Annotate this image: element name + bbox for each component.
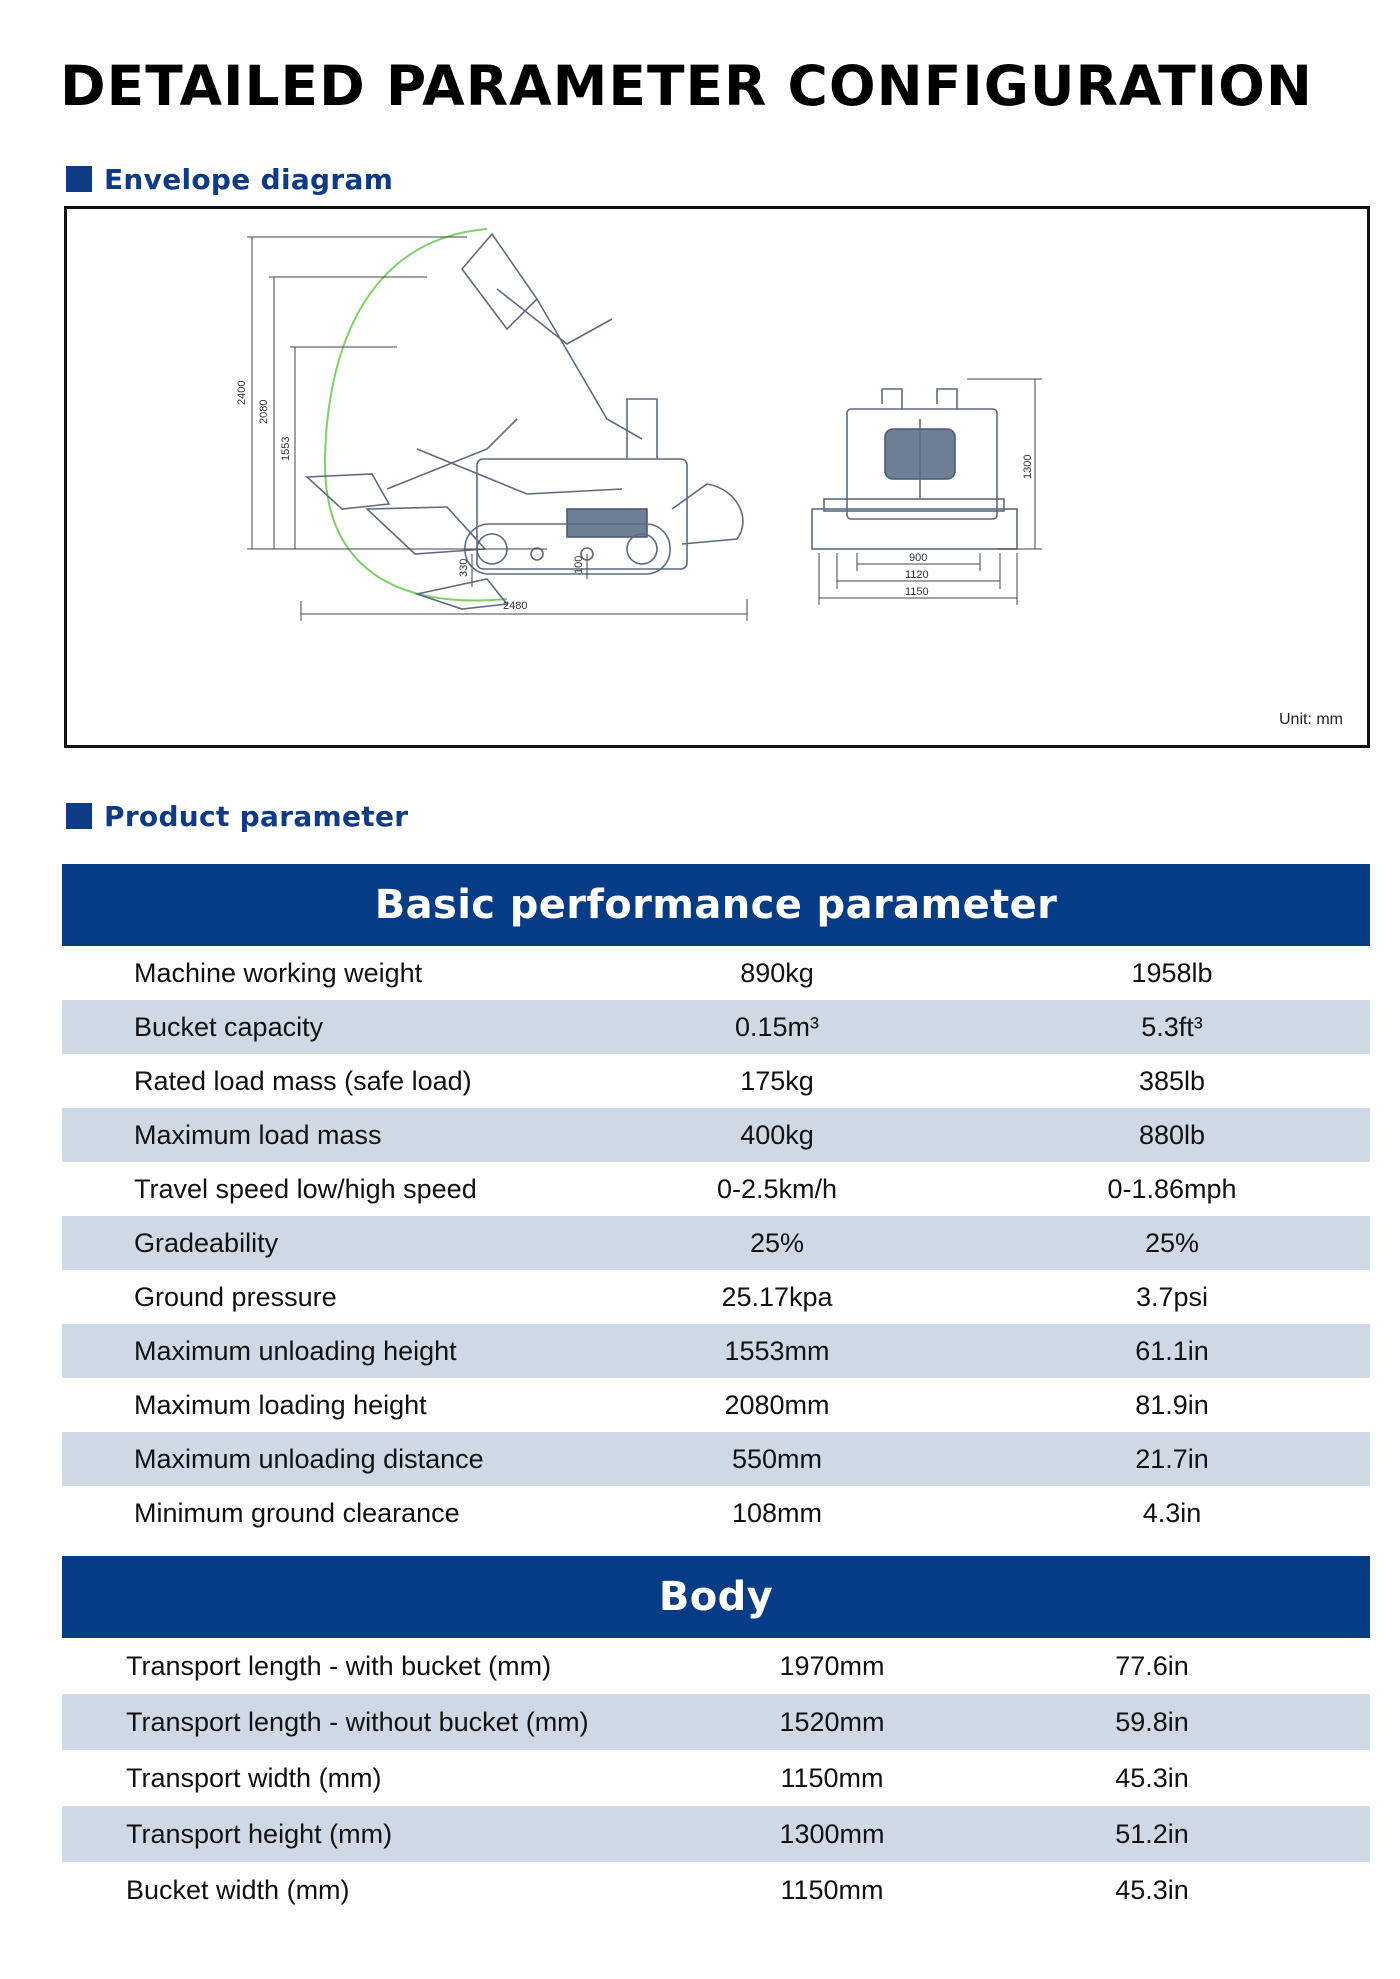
param-imperial-value: 880lb bbox=[1138, 1119, 1206, 1150]
raised-bucket bbox=[462, 234, 537, 329]
table-row bbox=[62, 1378, 1370, 1432]
param-name: Gradeability bbox=[134, 1227, 279, 1258]
table-row bbox=[62, 1862, 1370, 1918]
dim-1553: 1553 bbox=[280, 436, 292, 461]
product-heading bbox=[66, 799, 408, 833]
param-imperial-value: 5.3ft³ bbox=[1141, 1011, 1203, 1042]
dim-1120: 1120 bbox=[905, 569, 929, 581]
param-name: Maximum unloading height bbox=[134, 1335, 457, 1366]
basic-performance-table bbox=[62, 946, 1370, 1540]
param-name: Transport width (mm) bbox=[126, 1762, 382, 1793]
param-metric-value: 1300mm bbox=[779, 1818, 885, 1849]
param-name: Maximum unloading distance bbox=[134, 1443, 484, 1474]
param-metric-value: 0-2.5km/h bbox=[716, 1173, 838, 1204]
dim-1300: 1300 bbox=[1022, 454, 1034, 479]
param-imperial-value: 3.7psi bbox=[1135, 1281, 1209, 1312]
param-imperial-value: 45.3in bbox=[1115, 1874, 1189, 1905]
table-row bbox=[62, 1432, 1370, 1486]
rear-blade bbox=[672, 484, 743, 544]
front-view bbox=[812, 389, 1017, 549]
dim-330: 330 bbox=[458, 558, 470, 577]
dim-1150: 1150 bbox=[905, 586, 929, 598]
param-name: Bucket capacity bbox=[134, 1011, 324, 1042]
param-name: Machine working weight bbox=[134, 957, 423, 988]
table-row bbox=[62, 1638, 1370, 1694]
basic-performance-header: Basic performance parameter bbox=[62, 864, 1370, 946]
dim-2400: 2400 bbox=[236, 380, 248, 405]
param-metric-value: 0.15m³ bbox=[734, 1011, 820, 1042]
param-imperial-value: 45.3in bbox=[1115, 1762, 1189, 1793]
envelope-diagram bbox=[64, 206, 1370, 748]
param-name: Bucket width (mm) bbox=[126, 1874, 350, 1905]
param-metric-value: 25.17kpa bbox=[721, 1281, 833, 1312]
param-name: Maximum loading height bbox=[134, 1389, 427, 1420]
param-metric-value: 400kg bbox=[740, 1119, 814, 1150]
param-imperial-value: 4.3in bbox=[1142, 1497, 1202, 1528]
param-metric-value: 890kg bbox=[740, 957, 814, 988]
param-name: Travel speed low/high speed bbox=[134, 1173, 477, 1204]
dim-2480: 2480 bbox=[503, 600, 528, 612]
unit-label: Unit: mm bbox=[1279, 711, 1343, 728]
table-row bbox=[62, 946, 1370, 1000]
product-heading-label: Product parameter bbox=[104, 799, 409, 833]
param-name: Minimum ground clearance bbox=[134, 1497, 460, 1528]
table-row bbox=[62, 1216, 1370, 1270]
body-header: Body bbox=[62, 1556, 1370, 1638]
dim-2080: 2080 bbox=[258, 399, 270, 424]
param-name: Transport height (mm) bbox=[126, 1818, 393, 1849]
param-metric-value: 108mm bbox=[731, 1497, 823, 1528]
envelope-diagram-drawing bbox=[67, 209, 1367, 745]
table-row bbox=[62, 1324, 1370, 1378]
param-metric-value: 1520mm bbox=[779, 1706, 885, 1737]
param-imperial-value: 77.6in bbox=[1115, 1650, 1189, 1681]
low-bucket bbox=[367, 507, 485, 554]
param-imperial-value: 61.1in bbox=[1135, 1335, 1209, 1366]
param-metric-value: 25% bbox=[749, 1227, 805, 1258]
param-name: Transport length - without bucket (mm) bbox=[126, 1706, 589, 1737]
param-imperial-value: 25% bbox=[1144, 1227, 1200, 1258]
param-metric-value: 1553mm bbox=[724, 1335, 830, 1366]
param-imperial-value: 59.8in bbox=[1115, 1706, 1189, 1737]
param-name: Rated load mass (safe load) bbox=[134, 1065, 472, 1096]
param-metric-value: 550mm bbox=[731, 1443, 823, 1474]
mid-bucket bbox=[307, 474, 389, 509]
table-row bbox=[62, 1054, 1370, 1108]
param-name: Maximum load mass bbox=[134, 1119, 382, 1150]
table-row bbox=[62, 1162, 1370, 1216]
param-imperial-value: 1958lb bbox=[1131, 957, 1213, 988]
heading-square-icon bbox=[66, 803, 92, 829]
page-title: DETAILED PARAMETER CONFIGURATION bbox=[60, 54, 1313, 118]
body-table bbox=[62, 1638, 1370, 1918]
param-imperial-value: 385lb bbox=[1138, 1065, 1206, 1096]
table-row bbox=[62, 1806, 1370, 1862]
param-name: Ground pressure bbox=[134, 1281, 337, 1312]
envelope-heading bbox=[66, 162, 393, 196]
dim-900: 900 bbox=[909, 552, 928, 564]
table-row bbox=[62, 1694, 1370, 1750]
param-metric-value: 1150mm bbox=[780, 1874, 884, 1905]
param-imperial-value: 51.2in bbox=[1115, 1818, 1189, 1849]
param-imperial-value: 0-1.86mph bbox=[1107, 1173, 1237, 1204]
param-metric-value: 1970mm bbox=[779, 1650, 885, 1681]
param-imperial-value: 21.7in bbox=[1135, 1443, 1209, 1474]
table-row bbox=[62, 1108, 1370, 1162]
param-metric-value: 175kg bbox=[740, 1065, 814, 1096]
param-imperial-value: 81.9in bbox=[1135, 1389, 1209, 1420]
table-row bbox=[62, 1000, 1370, 1054]
dim-100: 100 bbox=[573, 555, 585, 574]
param-metric-value: 2080mm bbox=[724, 1389, 830, 1420]
param-metric-value: 1150mm bbox=[780, 1762, 884, 1793]
envelope-arc bbox=[325, 229, 507, 600]
envelope-heading-label: Envelope diagram bbox=[104, 162, 394, 196]
table-row bbox=[62, 1750, 1370, 1806]
table-row bbox=[62, 1270, 1370, 1324]
param-name: Transport length - with bucket (mm) bbox=[126, 1650, 552, 1681]
heading-square-icon bbox=[66, 166, 92, 192]
table-row bbox=[62, 1486, 1370, 1540]
